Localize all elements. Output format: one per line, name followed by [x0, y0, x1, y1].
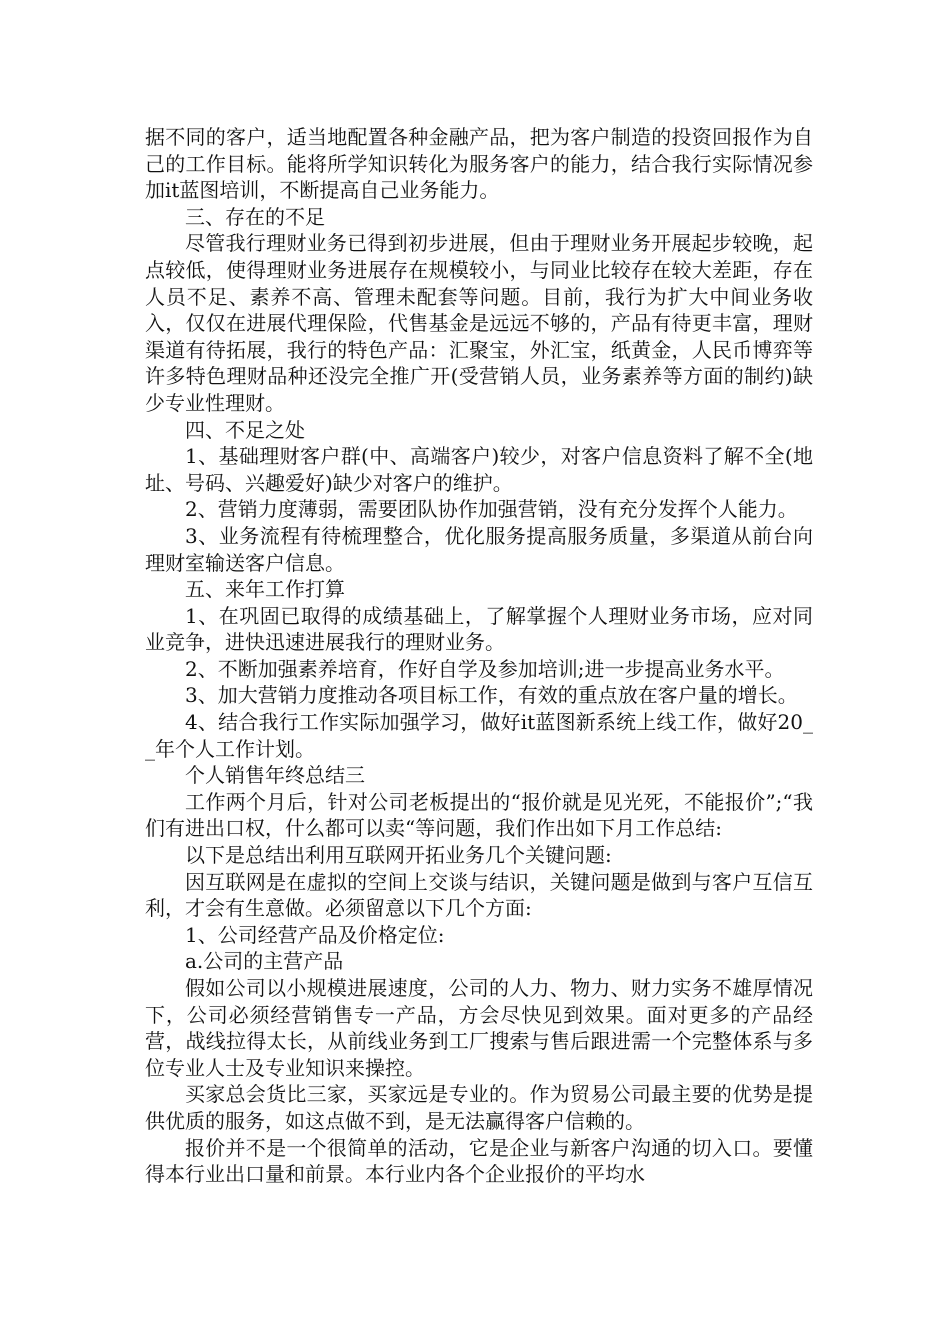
section-title-summary-three: 个人销售年终总结三	[185, 763, 365, 788]
list-item-deficiency-1: 1、基础理财客户群(中、高端客户)较少，对客户信息资料了解不全(地址、号码、兴趣爱好)缺少对客户的维护。	[145, 444, 813, 495]
paragraph-quotation: 报价并不是一个很简单的活动，它是企业与新客户沟通的切入口。要懂得本行业出口量和前景。本行业内各个企业报价的平均水	[145, 1135, 813, 1187]
paragraph-internet-trust: 因互联网是在虚拟的空间上交谈与结识，关键问题是做到与客户互信互利，才会有生意做。必须留意以下几个方面:	[145, 869, 813, 921]
paragraph-buyers-compare: 买家总会货比三家，买家远是专业的。作为贸易公司最主要的优势是提供优质的服务，如这点做不到，是无法赢得客户信赖的。	[145, 1082, 813, 1133]
list-item-deficiency-3: 3、业务流程有待梳理整合，优化服务提高服务质量，多渠道从前台向理财室输送客户信息。	[145, 523, 813, 575]
document-page	[145, 124, 813, 1188]
paragraph-key-issues: 以下是总结出利用互联网开拓业务几个关键问题:	[185, 843, 612, 868]
paragraph-shortcomings: 尽管我行理财业务已得到初步进展，但由于理财业务开展起步较晚，起点较低，使得理财业务进展存在规模较小，与同业比较存在较大差距，存在人员不足、素养不高、管理未配套等问题。目前，我行为扩大中间业务收入，仅仅在进展代理保险，代售基金是远远不够的，产品有待更丰富，理财渠道有待拓展，我行的特色产品：汇聚宝，外汇宝，纸黄金，人民币博弈等许多特色理财品种还没完全推广开(受营销人员，业务素养等方面的制约)缺少专业性理财。	[145, 231, 813, 415]
list-item-plan-1: 1、在巩固已取得的成绩基础上，了解掌握个人理财业务市场，应对同业竞争，进快迅速进展我行的理财业务。	[145, 603, 813, 655]
list-item-plan-4: 4、结合我行工作实际加强学习，做好it蓝图新系统上线工作，做好20__年个人工作计划。	[145, 710, 813, 761]
paragraph-two-months: 工作两个月后，针对公司老板提出的“报价就是见光死，不能报价”;“我们有进出口权，什么都可以卖“等问题，我们作出如下月工作总结:	[145, 789, 813, 841]
list-item-product-pricing: 1、公司经营产品及价格定位:	[185, 922, 445, 947]
list-item-plan-3: 3、加大营销力度推动各项目标工作，有效的重点放在客户量的增长。	[185, 683, 798, 708]
heading-deficiencies: 四、不足之处	[185, 417, 305, 442]
list-item-deficiency-2: 2、营销力度薄弱，需要团队协作加强营销，没有充分发挥个人能力。	[185, 497, 798, 522]
paragraph-small-scale: 假如公司以小规模进展速度，公司的人力、物力、财力实务不雄厚情况下，公司必须经营销售专一产品，方会尽快见到效果。面对更多的产品经营，战线拉得太长，从前线业务到工厂搜索与售后跟进需一个完整体系与多位专业人士及专业知识来操控。	[145, 976, 813, 1080]
heading-shortcomings: 三、存在的不足	[185, 204, 325, 229]
heading-next-year-plan: 五、来年工作打算	[185, 577, 345, 602]
paragraph-intro-continued: 据不同的客户，适当地配置各种金融产品，把为客户制造的投资回报作为自己的工作目标。能将所学知识转化为服务客户的能力，结合我行实际情况参加it蓝图培训，不断提高自己业务能力。	[145, 125, 813, 203]
subheading-main-products: a.公司的主营产品	[185, 949, 344, 974]
list-item-plan-2: 2、不断加强素养培育，作好自学及参加培训;进一步提高业务水平。	[185, 656, 785, 681]
